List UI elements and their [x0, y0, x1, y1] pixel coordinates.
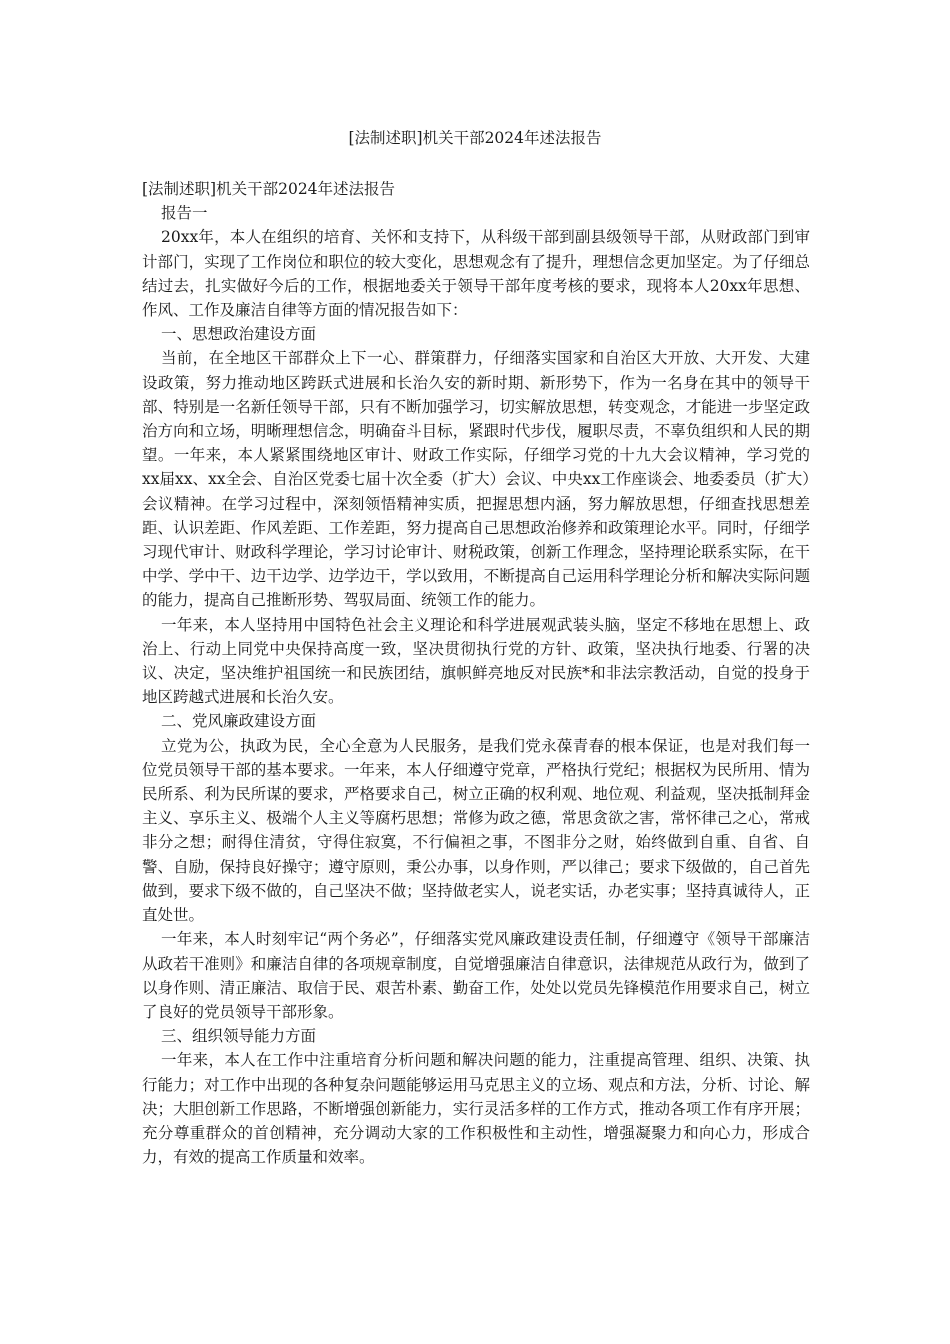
paragraph: 立党为公，执政为民，全心全意为人民服务，是我们党永葆青春的根本保证，也是对我们每一位党员领导干部的基本要求。一年来，本人仔细遵守党章，严格执行党纪；根据权为民所用、情为民所系、利为民所谋的要求，严格要求自己，树立正确的权利观、地位观、利益观，坚决抵制拜金主义、享乐主义、极端个人主义等腐朽思想；常修为政之德，常思贪欲之害，常怀律己之心，常戒非分之想；耐得住清贫，守得住寂寞，不行偏袒之事，不图非分之财，始终做到自重、自省、自警、自励，保持良好操守；遵守原则，秉公办事，以身作则，严以律己；要求下级做的，自己首先做到，要求下级不做的，自己坚决不做；坚持做老实人，说老实话，办老实事；坚持真诚待人，正直处世。	[142, 736, 810, 925]
document-title: [法制述职]机关干部2024年述法报告	[348, 129, 602, 147]
paragraph: 一年来，本人时刻牢记“两个务必”，仔细落实党风廉政建设责任制，仔细遵守《领导干部廉洁从政若干准则》和廉洁自律的各项规章制度，自觉增强廉洁自律意识，法律规范从政行为，做到了以身作则、清正廉洁、取信于民、艰苦朴素、勤奋工作，处处以党员先锋模范作用要求自己，树立了良好的党员领导干部形象。	[142, 930, 810, 1021]
section-heading-2: 二、党风廉政建设方面	[161, 712, 317, 731]
paragraph: 一年来，本人坚持用中国特色社会主义理论和科学进展观武装头脑，坚定不移地在思想上、政治上、行动上同党中央保持高度一致，坚决贯彻执行党的方针、政策，坚决执行地委、行署的决议、决定，坚决维护祖国统一和民族团结，旗帜鲜亮地反对民族*和非法宗教活动，自觉的投身于地区跨越式进展和长治久安。	[142, 615, 810, 707]
paragraph: 当前，在全地区干部群众上下一心、群策群力，仔细落实国家和自治区大开放、大开发、大建设政策，努力推动地区跨跃式进展和长治久安的新时期、新形势下，作为一名身在其中的领导干部、特别是一名新任领导干部，只有不断加强学习，切实解放思想，转变观念，才能进一步坚定政治方向和立场，明晰理想信念，明确奋斗目标，紧跟时代步伐，履职尽责，不辜负组织和人民的期望。一年来，本人紧紧围绕地区审计、财政工作实际，仔细学习党的十九大会议精神，学习党的xx届xx、xx全会、自治区党委七届十次全委（扩大）会议、中央xx工作座谈会、地委委员（扩大）会议精神。在学习过程中，深刻领悟精神实质，把握思想内涵，努力解放思想，仔细查找思想差距、认识差距、作风差距、工作差距，努力提高自己思想政治修养和政策理论水平。同时，仔细学习现代审计、财政科学理论，学习讨论审计、财税政策，创新工作理念，坚持理论联系实际，在干中学、学中干、边干边学、边学边干，学以致用，不断提高自己运用科学理论分析和解决实际问题的能力，提高自己推断形势、驾驭局面、统领工作的能力。	[142, 349, 810, 610]
section-heading-3: 三、组织领导能力方面	[161, 1027, 317, 1046]
body-heading: [法制述职]机关干部2024年述法报告	[142, 180, 396, 198]
intro-paragraph: 20xx年，本人在组织的培育、关怀和支持下，从科级干部到副县级领导干部，从财政部门到审计部门，实现了工作岗位和职位的较大变化，思想观念有了提升，理想信念更加坚定。为了仔细总结过去，扎实做好今后的工作，根据地委关于领导干部年度考核的要求，现将本人20xx年思想、作风、工作及廉洁自律等方面的情况报告如下：	[142, 228, 810, 320]
section-heading-1: 一、思想政治建设方面	[161, 325, 317, 344]
document-body	[142, 177, 810, 1169]
paragraph: 一年来，本人在工作中注重培育分析问题和解决问题的能力，注重提高管理、组织、决策、执行能力；对工作中出现的各种复杂问题能够运用马克思主义的立场、观点和方法，分析、讨论、解决；大胆创新工作思路，不断增强创新能力，实行灵活多样的工作方式，推动各项工作有序开展；充分尊重群众的首创精神，充分调动大家的工作积极性和主动性，增强凝聚力和向心力，形成合力，有效的提高工作质量和效率。	[142, 1051, 810, 1167]
report-label: 报告一	[161, 204, 208, 223]
